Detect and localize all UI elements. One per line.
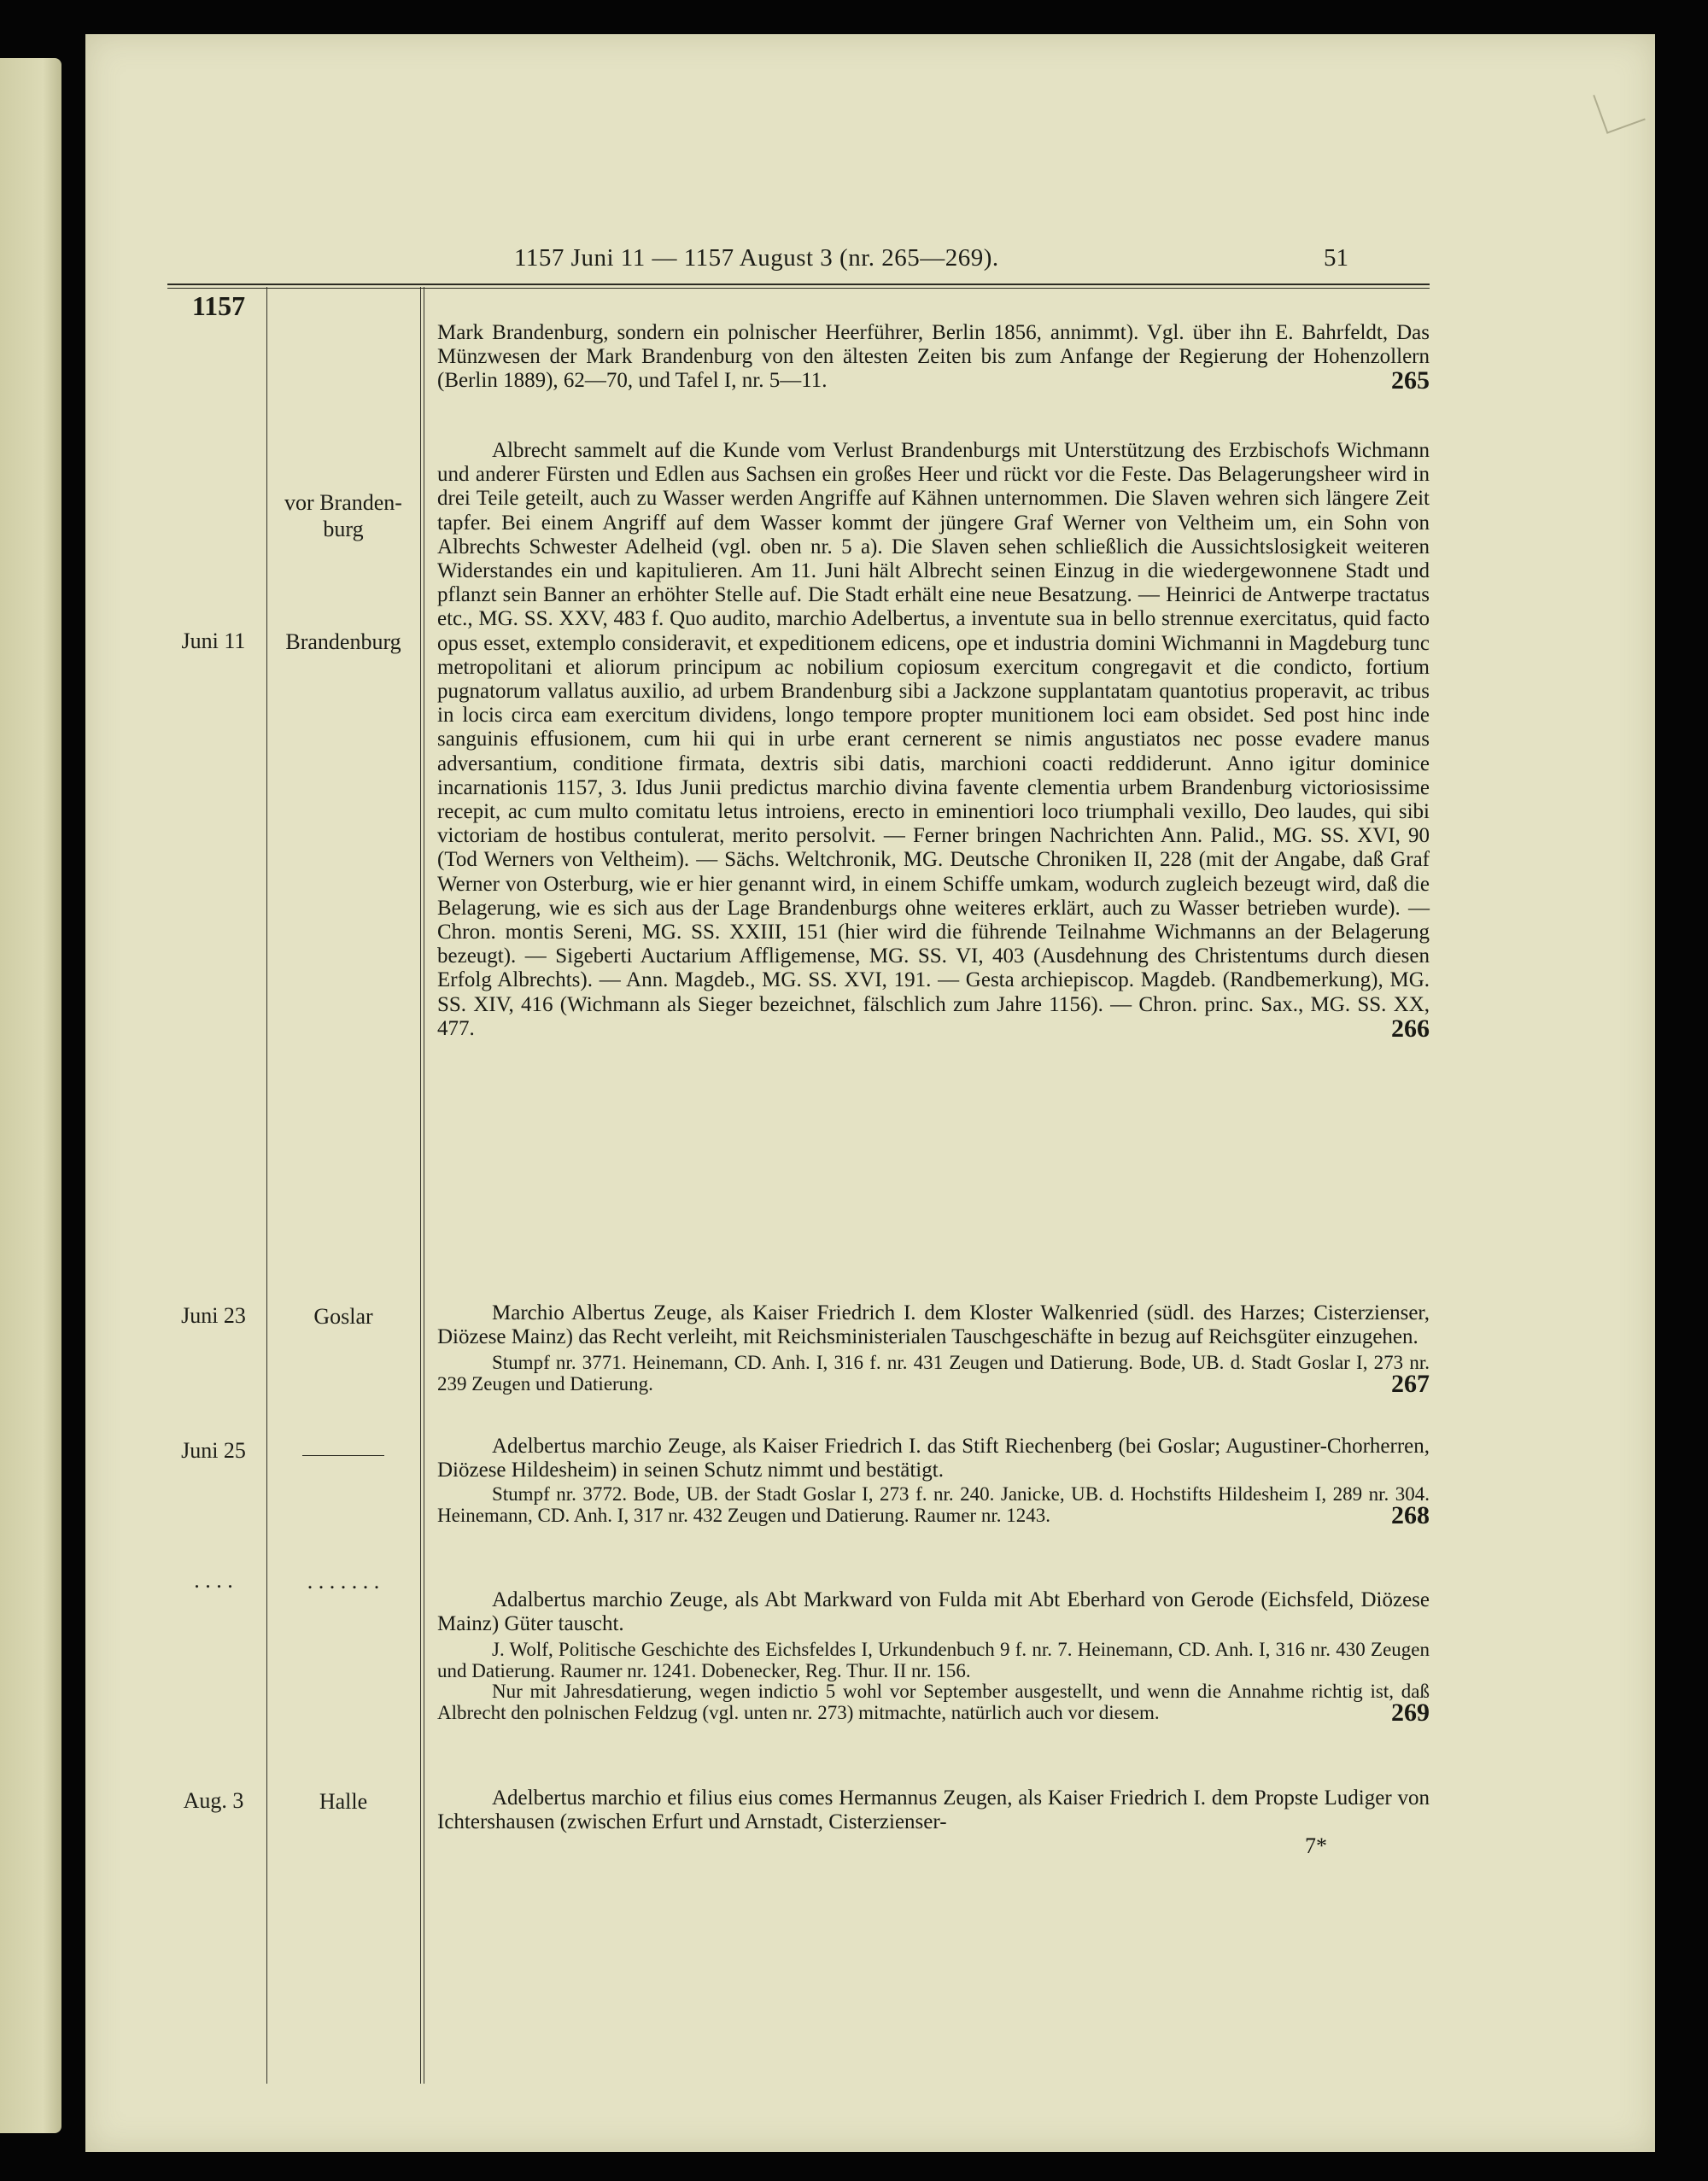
entry-267-number: 267 xyxy=(1391,1369,1430,1398)
margin-place-line: vor Branden- xyxy=(284,490,402,515)
entry-sources xyxy=(437,1483,1430,1529)
margin-place-line: burg xyxy=(323,517,364,541)
margin-place-goslar: Goslar xyxy=(313,1304,373,1329)
entry-266 xyxy=(437,439,1430,1041)
signature-mark: 7* xyxy=(1305,1833,1327,1859)
entry-267-body: Marchio Albertus Zeuge, als Kaiser Friedrich I. dem Kloster Walkenried (südl. des Harzes; Cisterzienser, Diözese Mainz) das Recht verleiht, mit Reichsministerialen Tauschgeschäfte in bezug auf Reichsgüter einzugehen. xyxy=(437,1301,1430,1349)
margin-place-halle: Halle xyxy=(319,1789,368,1814)
column-divider-place xyxy=(420,287,421,2084)
entry-265-body: Mark Brandenburg, sondern ein polnischer Heerführer, Berlin 1856, annimmt). Vgl. über ihn E. Bahrfeldt, Das Münzwesen der Mark Brandenburg von den ältesten Zeiten bis zum Anfange der Regierung der Hohenzollern (Berlin 1889), 62—70, und Tafel I, nr. 5—11. xyxy=(437,321,1430,393)
margin-place-dash xyxy=(302,1455,384,1456)
entry-270-body: Adelbertus marchio et filius eius comes Hermannus Zeugen, als Kaiser Friedrich I. dem Propste Ludiger von Ichtershausen (zwischen Erfurt und Arnstadt, Cisterzienser- xyxy=(437,1786,1430,1834)
entry-267 xyxy=(437,1301,1430,1398)
entry-270 xyxy=(437,1786,1430,1859)
year-label: 1157 xyxy=(191,290,246,321)
entry-sources xyxy=(437,1352,1430,1398)
header-rule xyxy=(167,284,1430,289)
entry-269-body: Adalbertus marchio Zeuge, als Abt Markward von Fulda mit Abt Eberhard von Gerode (Eichsfeld, Diözese Mainz) Güter tauscht. xyxy=(437,1588,1430,1636)
page-corner-mark xyxy=(1593,81,1646,134)
entry-269-sources: J. Wolf, Politische Geschichte des Eichsfeldes I, Urkundenbuch 9 f. nr. 7. Heinemann, CD. Anh. I, 316 nr. 430 Zeugen und Datierung. Raumer nr. 1241. Dobenecker, Reg. Thur. II nr. 156. xyxy=(437,1639,1430,1681)
entry-text xyxy=(437,321,1430,394)
entry-268-body: Adelbertus marchio Zeuge, als Kaiser Friedrich I. das Stift Riechenberg (bei Goslar; Augustiner-Chorherren, Diözese Hildesheim) in seinen Schutz nimmt und bestätigt. xyxy=(437,1435,1430,1482)
previous-page-edge xyxy=(0,58,61,2133)
running-header xyxy=(85,244,1655,278)
entry-268-sources: Stumpf nr. 3772. Bode, UB. der Stadt Goslar I, 273 f. nr. 240. Janicke, UB. d. Hochstifts Hildesheim I, 289 nr. 304. Heinemann, CD. Anh. I, 317 nr. 432 Zeugen und Datierung. Raumer nr. 1243. xyxy=(437,1483,1430,1526)
running-header-title: 1157 Juni 11 — 1157 August 3 (nr. 265—269). xyxy=(514,244,999,272)
entry-269-note: Nur mit Jahresdatierung, wegen indictio 5 wohl vor September ausgestellt, und wenn die Annahme richtig ist, daß Albrecht den polnischen Feldzug (vgl. unten nr. 273) mitmachte, natürlich auch vor diesem. xyxy=(437,1681,1430,1723)
margin-date-juni-11: Juni 11 xyxy=(181,629,246,653)
margin-place-dots: . . . . . . . xyxy=(307,1569,380,1593)
margin-date-dots: . . . . xyxy=(194,1568,233,1593)
entry-268 xyxy=(437,1435,1430,1529)
entry-text xyxy=(437,439,1430,1041)
page-number: 51 xyxy=(1324,244,1348,272)
entry-notes xyxy=(437,1681,1430,1727)
entry-265-continuation xyxy=(437,321,1430,394)
margin-date-aug-3: Aug. 3 xyxy=(183,1788,244,1813)
entry-268-number: 268 xyxy=(1391,1500,1430,1529)
entry-266-number: 266 xyxy=(1391,1014,1430,1043)
margin-date-juni-23: Juni 23 xyxy=(181,1303,246,1328)
margin-date-juni-25: Juni 25 xyxy=(181,1438,246,1463)
entry-269 xyxy=(437,1588,1430,1727)
entry-267-sources: Stumpf nr. 3771. Heinemann, CD. Anh. I, 316 f. nr. 431 Zeugen und Datierung. Bode, UB. d. Stadt Goslar I, 273 nr. 239 Zeugen und Datierung. xyxy=(437,1352,1430,1395)
entry-265-number: 265 xyxy=(1391,366,1430,395)
margin-place-vor-brandenburg xyxy=(266,489,420,542)
book-page xyxy=(85,34,1655,2152)
entry-266-body: Albrecht sammelt auf die Kunde vom Verlust Brandenburgs mit Unterstützung des Erzbischofs Wichmann und anderer Fürsten und Edlen aus Sachsen ein großes Heer und rückt vor die Feste. Das Belagerungsheer wird in drei Teile geteilt, auch zu Wasser werden Angriffe auf Kähnen unternommen. Die Slaven wehren sich längere Zeit tapfer. Bei einem Angriff auf dem Wasser kommt der jüngere Graf Werner von Veltheim um, ein Sohn von Albrechts Schwester Adelheid (vgl. oben nr. 5 a). Die Slaven sehen schließlich die Aussichtslosigkeit weiteren Widerstandes ein und kapitulieren. Am 11. Juni hält Albrecht seinen Einzug in die wiedergewonnene Stadt und pflanzt sein Banner an erhöhter Stelle auf. Die Stadt erhält eine neue Besatzung. — Heinrici de Antwerpe tractatus etc., MG. SS. XXV, 483 f. Quo audito, marchio Adelbertus, a inventute sua in bello strennue exercitatus, quid facto opus esset, extemplo consideravit, et expeditionem edicens, ope et industria domini Wichmanni in Magdeburg tunc metropolitani et aliorum principum ac nobilium copiosum exercitum congregavit et die condicto, fortium pugnatorum vallatus auxilio, ad urbem Brandenburg sibi a Jackzone supplantatam quantotius properavit, ac tribus in locis circa eam exercitum dividens, longo tempore propter munitionem loci eam obsidet. Sed post hinc inde sanguinis effusionem, cum hii qui in urbe erant cernerent se nimis angustiatos nec posse evadere manus adversantium, conditione firmata, dextris sibi datis, marchioni coacti reddiderunt. Anno igitur dominice incarnationis 1157, 3. Idus Junii predictus marchio divina favente clementia urbem Brandenburg victoriosissime recepit, ac cum multo comitatu letus introiens, erecto in eminentiori loco triumphali vexillo, Deo laudes, qui sibi victoriam de hostibus contulerat, merito persolvit. — Ferner bringen Nachrichten Ann. Palid., MG. SS. XVI, 90 (Tod Werners von Veltheim). — Sächs. Weltchronik, MG. Deutsche Chroniken II, 228 (mit der Angabe, daß Graf Werner von Osterburg, wie er hier genannt wird, in einem Schiffe umkam, wodurch zugleich bezeugt wird, daß die Belagerung, wie es sich aus der Lage Brandenburgs ohne weiteres erklärt, auch zu Wasser betrieben wurde). — Chron. montis Sereni, MG. SS. XXIII, 151 (hier wird die führende Teilnahme Wichmanns an der Belagerung bezeugt). — Sigeberti Auctarium Affligemense, MG. SS. VI, 403 (Ausdehnung des Christentums durch diesen Erfolg Albrechts). — Ann. Magdeb., MG. SS. XVI, 191. — Gesta archiepiscop. Magdeb. (Randbemerkung), MG. SS. XIV, 416 (Wichmann als Sieger bezeichnet, fälschlich zum Jahre 1156). — Chron. princ. Sax., MG. SS. XX, 477. xyxy=(437,439,1430,1040)
entry-269-number: 269 xyxy=(1391,1698,1430,1727)
margin-place-brandenburg: Brandenburg xyxy=(285,629,401,654)
